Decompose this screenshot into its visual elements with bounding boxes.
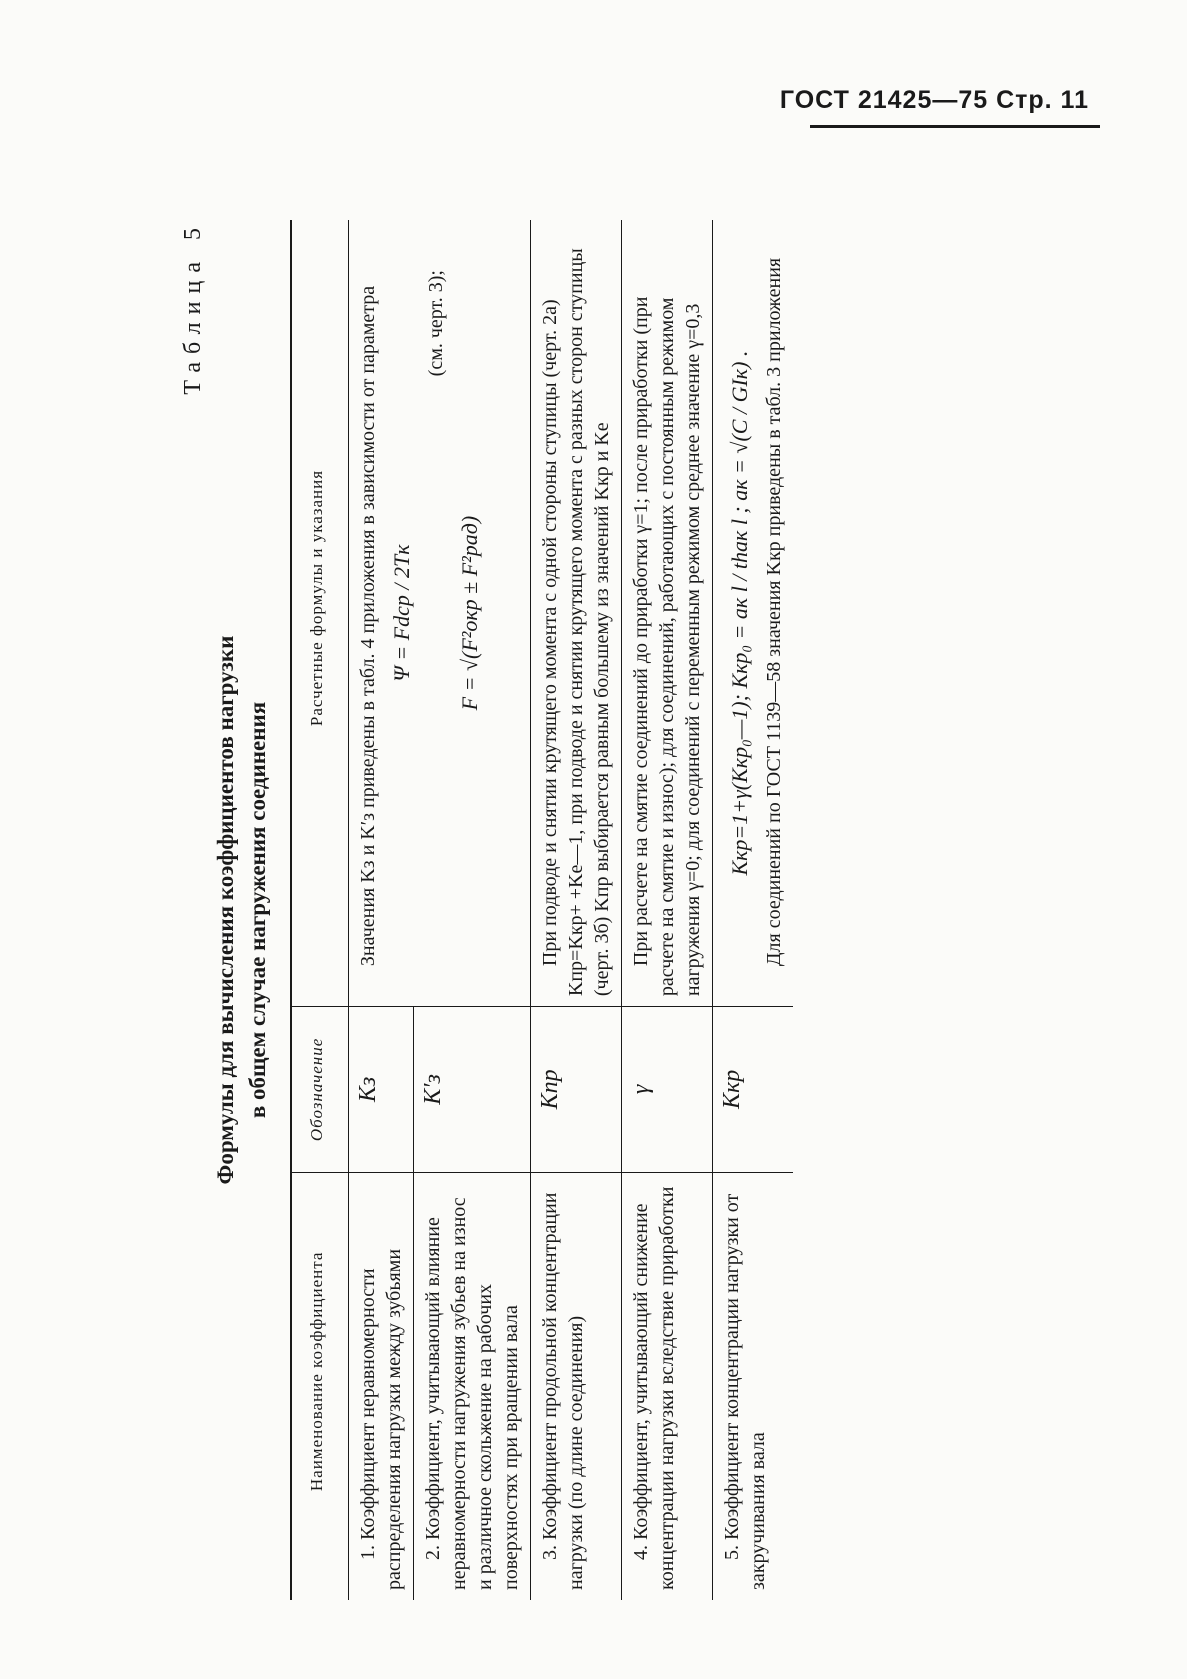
table-title-line1: Формулы для вычисления коэффициентов нагрузки — [213, 635, 238, 1185]
page-header: ГОСТ 21425—75 Стр. 11 — [779, 86, 1089, 114]
row5-symbol: Kкр — [713, 1007, 794, 1173]
table-row — [349, 220, 414, 1600]
table-row — [622, 220, 713, 1600]
row5-name: 5. Коэффициент концентрации нагрузки от закручивания вала — [721, 1193, 769, 1590]
col-header-name: Наименование коэффициента — [291, 1172, 349, 1600]
row5-text: Для соединений по ГОСТ 1139—58 значения Kкр приведены в табл. 3 приложения — [763, 257, 785, 967]
row1-formulas — [349, 220, 531, 1007]
table-row — [531, 220, 622, 1600]
row3-text: При подводе и снятии крутящего момента с одной стороны ступицы (черт. 2а) Kпр=Kкр+ +Ke—1, при подводе и снятии крутящего момента с разных сторон ступицы (черт. 3б) Kпр выбирается равным большему из значений Kкр и Ke — [531, 220, 622, 1007]
table-title — [210, 220, 274, 1600]
row2-symbol: K′з — [414, 1007, 531, 1173]
row1-formula2: F = √(F²окр ± F²рад) — [457, 515, 482, 711]
table-label: Таблица 5 — [180, 220, 206, 395]
col-header-formulas: Расчетные формулы и указания — [291, 220, 349, 1007]
row4-text: При расчете на смятие соединений до приработки γ=1; после приработки (при расчете на смятие и износ); для соединений, работающих с постоянным режимом нагружения γ=0; для соединений с переменным режимом среднее значение γ=0,3 — [622, 220, 713, 1007]
table-title-line2: в общем случае нагружения соединения — [245, 701, 270, 1119]
rotated-content — [180, 180, 1060, 1600]
row1-symbol: Kз — [349, 1007, 414, 1173]
row4-name: 4. Коэффициент, учитывающий снижение концентрации нагрузки вследствие приработки — [622, 1172, 713, 1600]
row5-formula: Kкр=1+γ(Kкр₀—1); Kкр₀ = aк l / thaк l ; aк = √(C / GIк) . — [727, 350, 752, 876]
row3-symbol: Kпр — [531, 1007, 622, 1173]
row1-text: Значения Kз и K′з приведены в табл. 4 приложения в зависимости от параметра — [357, 285, 379, 967]
col-header-symbol: Обозначение — [291, 1007, 349, 1173]
row1-name: 1. Коэффициент неравномерности распределения нагрузки между зубьями — [349, 1172, 414, 1600]
row5-formulas — [713, 220, 794, 1007]
row2-name: 2. Коэффициент, учитывающий влияние неравномерности нагружения зубьев на износ и различное скольжение на рабочих поверхностях при вращении вала — [414, 1172, 531, 1600]
row1-formula1: Ψ = Fdср / 2Tк — [389, 544, 414, 682]
row4-symbol: γ — [622, 1007, 713, 1173]
row3-name: 3. Коэффициент продольной концентрации нагрузки (по длине соединения) — [531, 1172, 622, 1600]
table-row — [713, 220, 794, 1600]
row1-note: (см. черт. 3); — [425, 270, 447, 377]
header-rule — [810, 125, 1100, 128]
coefficients-table — [290, 220, 793, 1600]
table-header-row — [291, 220, 349, 1600]
